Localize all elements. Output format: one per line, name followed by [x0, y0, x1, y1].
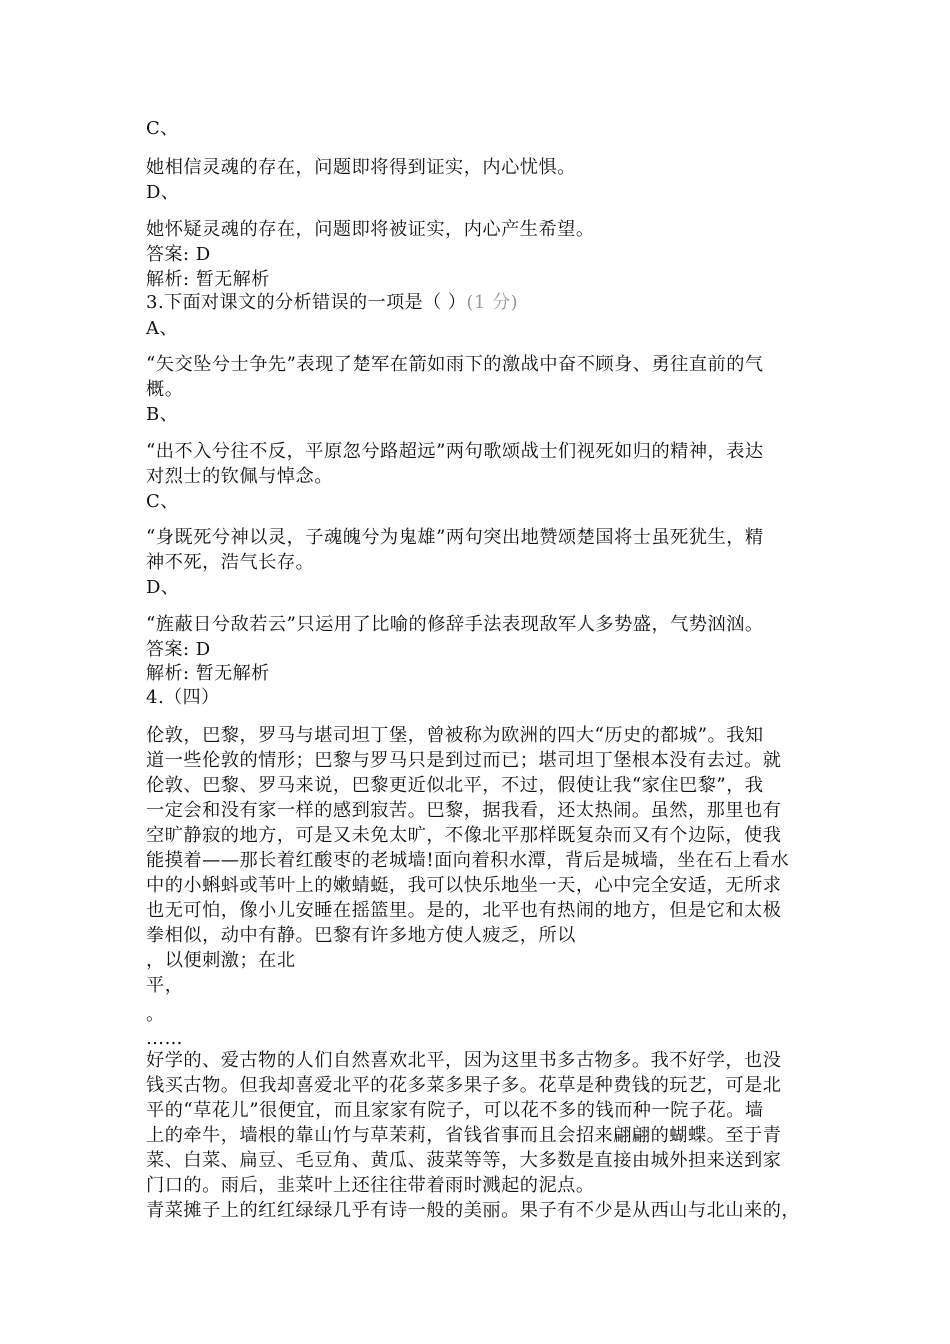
q4-passage-line: 也无可怕，像小儿安睡在摇篮里。是的，北平也有热闹的地方，但是它和太极 — [146, 900, 782, 921]
q2-option-c-label: C、 — [146, 118, 179, 139]
q4-passage2-line: 青菜摊子上的红红绿绿几乎有诗一般的美丽。果子有不少是从西山与北山来的， — [146, 1200, 801, 1221]
q4-ellipsis: …… — [146, 1028, 183, 1049]
q3-analysis: 解析: 暂无解析 — [146, 663, 270, 684]
q3-stem: 3.下面对课文的分析错误的一项是（ ） — [146, 292, 467, 313]
q4-passage-line: 伦敦、巴黎、罗马来说，巴黎更近似北平，不过，假使让我“家住巴黎”，我 — [146, 775, 764, 796]
q3-answer: 答案: D — [146, 639, 211, 660]
q2-option-d-text: 她怀疑灵魂的存在，问题即将被证实，内心产生希望。 — [146, 219, 595, 240]
q2-answer: 答案: D — [146, 244, 211, 265]
q2-option-c-text: 她相信灵魂的存在，问题即将得到证实，内心忧惧。 — [146, 157, 576, 178]
q4-passage-line: 中的小蝌蚪或苇叶上的嫩蜻蜓，我可以快乐地坐一天，心中完全安适，无所求 — [146, 875, 782, 896]
q4-fragment: 平， — [146, 975, 184, 996]
q2-analysis: 解析: 暂无解析 — [146, 269, 270, 290]
q3-option-c-line: 神不死，浩气长存。 — [146, 552, 315, 573]
q4-passage-line: 伦敦，巴黎，罗马与堪司坦丁堡，曾被称为欧洲的四大“历史的都城”。我知 — [146, 725, 764, 746]
q3-option-b-label: B、 — [146, 404, 179, 425]
q3-option-b-line: 对烈士的钦佩与悼念。 — [146, 466, 333, 487]
q4-fragment: 。 — [146, 1004, 165, 1025]
q4-passage-line: 空旷静寂的地方，可是又未免太旷，不像北平那样既复杂而又有个边际，使我 — [146, 825, 782, 846]
q4-passage2-line: 钱买古物。但我却喜爱北平的花多菜多果子多。花草是种费钱的玩艺，可是北 — [146, 1075, 782, 1096]
q4-passage-line: 道一些伦敦的情形；巴黎与罗马只是到过而已；堪司坦丁堡根本没有去过。就 — [146, 750, 782, 771]
q3-option-c-label: C、 — [146, 491, 179, 512]
q3-option-d-text: “旌蔽日兮敌若云”只运用了比喻的修辞手法表现敌军人多势盛，气势汹汹。 — [146, 614, 764, 635]
q4-heading: 4.（四） — [146, 687, 220, 708]
q4-passage2-line: 平的“草花儿”很便宜，而且家家有院子，可以花不多的钱而种一院子花。墙 — [146, 1100, 764, 1121]
q4-fragment: ，以便刺激；在北 — [146, 950, 296, 971]
q3-option-c-line: “身既死兮神以灵，子魂魄兮为鬼雄”两句突出地赞颂楚国将士虽死犹生，精 — [146, 527, 764, 548]
q3-option-b-line: “出不入兮往不反，平原忽兮路超远”两句歌颂战士们视死如归的精神，表达 — [146, 441, 764, 462]
q4-passage-line: 拳相似，动中有静。巴黎有许多地方使人疲乏，所以 — [146, 925, 576, 946]
q4-passage2-line: 上的牵牛，墙根的靠山竹与草茉莉，省钱省事而且会招来翩翩的蝴蝶。至于青 — [146, 1125, 782, 1146]
q3-stem-line — [146, 291, 518, 315]
q3-option-d-label: D、 — [146, 577, 180, 598]
q3-option-a-line: 概。 — [146, 379, 184, 400]
q2-option-d-label: D、 — [146, 182, 180, 203]
q3-option-a-label: A、 — [146, 318, 178, 339]
q4-passage2-line: 门口的。雨后，韭菜叶上还往往带着雨时溅起的泥点。 — [146, 1175, 595, 1196]
q3-option-a-line: “矢交坠兮士争先”表现了楚军在箭如雨下的激战中奋不顾身、勇往直前的气 — [146, 354, 764, 375]
q4-passage2-line: 菜、白菜、扁豆、毛豆角、黄瓜、菠菜等等，大多数是直接由城外担来送到家 — [146, 1150, 782, 1171]
q3-score: (1 分) — [466, 292, 519, 313]
q4-passage-line: 能摸着——那长着红酸枣的老城墙!面向着积水潭，背后是城墙，坐在石上看水 — [146, 850, 790, 871]
q4-passage-line: 一定会和没有家一样的感到寂苦。巴黎，据我看，还太热闹。虽然，那里也有 — [146, 800, 782, 821]
q4-passage2-line: 好学的、爱古物的人们自然喜欢北平，因为这里书多古物多。我不好学，也没 — [146, 1050, 782, 1071]
